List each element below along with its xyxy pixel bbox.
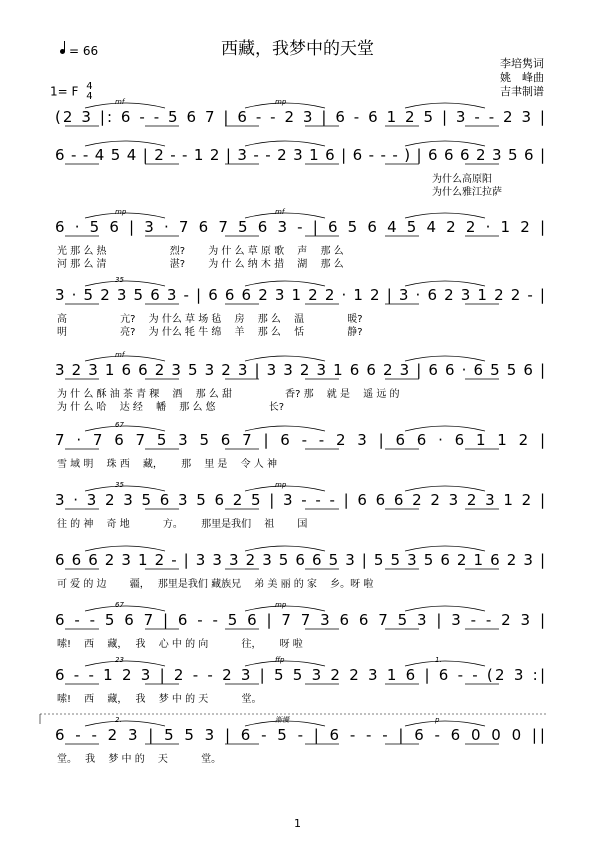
lyric-line: 雪 域 明 珠 西 藏， 那 里 是 令 人 神 [57, 459, 277, 470]
page-number: 1 [294, 817, 301, 830]
notes-row-8: 6 6 6 2 3 1 2 - | 3 3 3 2 3 5 6 6 5 3 | 5 5 3 5 6 2 1 6 2 3 | [55, 551, 545, 569]
dynamic-mark: 67 [115, 601, 124, 609]
dynamic-mark: mf [275, 208, 285, 216]
tempo-value: = 66 [69, 44, 99, 58]
lyric-line: 嗦! 西 藏， 我 心 中 的 向 往， 呀 啦 [57, 639, 303, 650]
lyric-line: 为什么雅江拉萨 [432, 187, 502, 198]
notes-row-7: 3 · 3 2 3 5 6 3 5 6 2 5 | 3 - - - | 6 6 6 2 2 3 2 3 1 2 | [55, 491, 545, 509]
key-label: 1= F [50, 84, 79, 99]
notes-row-9: 6 - - 5 6 7 | 6 - - 5 6 | 7 7 3 6 6 7 5 3 | 3 - - 2 3 | [55, 611, 545, 629]
dynamic-mark: mp [275, 98, 287, 106]
dynamic-mark: mp [275, 601, 287, 609]
lyric-line: 光 那 么 热 烈? 为 什 么 草 原 歌 声 那 么 [57, 246, 344, 257]
lyricist-credit: 李培隽词 [500, 57, 544, 70]
dynamic-mark: 67 [115, 421, 124, 429]
lyric-line: 河 那 么 清 湛? 为 什 么 纳 木 措 湖 那 么 [57, 259, 344, 270]
lyric-line: 为 什 么 酥 油 茶 青 稞 酒 那 么 甜 香? 那 就 是 遥 远 的 [57, 389, 400, 400]
notes-row-4: 3 · 5 2 3 5 6 3 - | 6 6 6 2 3 1 2 2 · 1 2 | 3 · 6 2 3 1 2 2 - | [55, 286, 545, 304]
song-title: 西藏，我梦中的天堂 [221, 39, 374, 59]
dynamic-mark: 2. [115, 716, 122, 724]
lyric-line: 为什么高原阳 [432, 174, 492, 185]
dynamic-mark: mp [115, 208, 127, 216]
dynamic-mark: mf [115, 98, 125, 106]
dynamic-mark: 1. [435, 656, 442, 664]
dynamic-mark: 35 [115, 481, 124, 489]
lyric-line: 堂。 我 梦 中 的 天 堂。 [57, 754, 222, 765]
composer-credit: 姚 峰曲 [500, 71, 544, 84]
dynamic-mark: ffp [275, 656, 285, 664]
lyric-line: 可 爱 的 边 疆， 那里是我们 藏族兄 弟 美 丽 的 家 乡。呀 啦 [57, 579, 374, 590]
lyric-line: 嗦! 西 藏， 我 梦 中 的 天 堂。 [57, 694, 262, 705]
time-sig-top: 4 [86, 81, 93, 92]
lyric-line: 往 的 神 奇 地 方。 那里是我们 祖 国 [57, 519, 308, 530]
dynamic-mark: 23 [115, 656, 124, 664]
dynamic-mark: 渐慢 [275, 716, 289, 724]
transcriber-credit: 吉聿制谱 [500, 85, 544, 98]
notes-row-6: 7 · 7 6 7 5 3 5 6 7 | 6 - - 2 3 | 6 6 · 6 1 1 2 | [55, 431, 545, 449]
dynamic-mark: p [435, 716, 440, 724]
time-sig-bottom: 4 [86, 91, 93, 102]
notes-row-1: (2 3 |: 6 - - 5 6 7 | 6 - - 2 3 | 6 - 6 1 2 5 | 3 - - 2 3 | [55, 108, 545, 126]
notes-row-10: 6 - - 1 2 3 | 2 - - 2 3 | 5 5 3 2 2 3 1 6 | 6 - - (2 3 :| [55, 666, 546, 684]
lyric-line: 明 亮? 为 什么 牦 牛 绵 羊 那 么 恬 静? [57, 327, 363, 338]
dynamic-mark: 35 [115, 276, 124, 284]
lyric-line: 为 什 么 哈 达 经 幡 那 么 悠 长? [57, 402, 285, 413]
notes-row-2: 6 - - 4 5 4 | 2 - - 1 2 | 3 - - 2 3 1 6 | 6 - - - ) | 6 6 6 2 3 5 6 | [55, 146, 545, 164]
notes-row-5: 3 2 3 1 6 6 2 3 5 3 2 3 | 3 3 2 3 1 6 6 2 3 | 6 6 · 6 5 5 6 | [55, 361, 545, 379]
notes-row-3: 6 · 5 6 | 3 · 7 6 7 5 6 3 - | 6 5 6 4 5 4 2 2 · 1 2 | [55, 218, 545, 236]
lyric-line: 高 亢? 为 什么 草 场 毡 房 那 么 温 暖? [57, 314, 363, 325]
dynamic-mark: mp [275, 481, 287, 489]
dynamic-mark: mf [115, 351, 125, 359]
notes-row-11: 6 - - 2 3 | 5 5 3 | 6 - 5 - | 6 - - - | 6 - 6 0 0 0 || [55, 726, 545, 744]
